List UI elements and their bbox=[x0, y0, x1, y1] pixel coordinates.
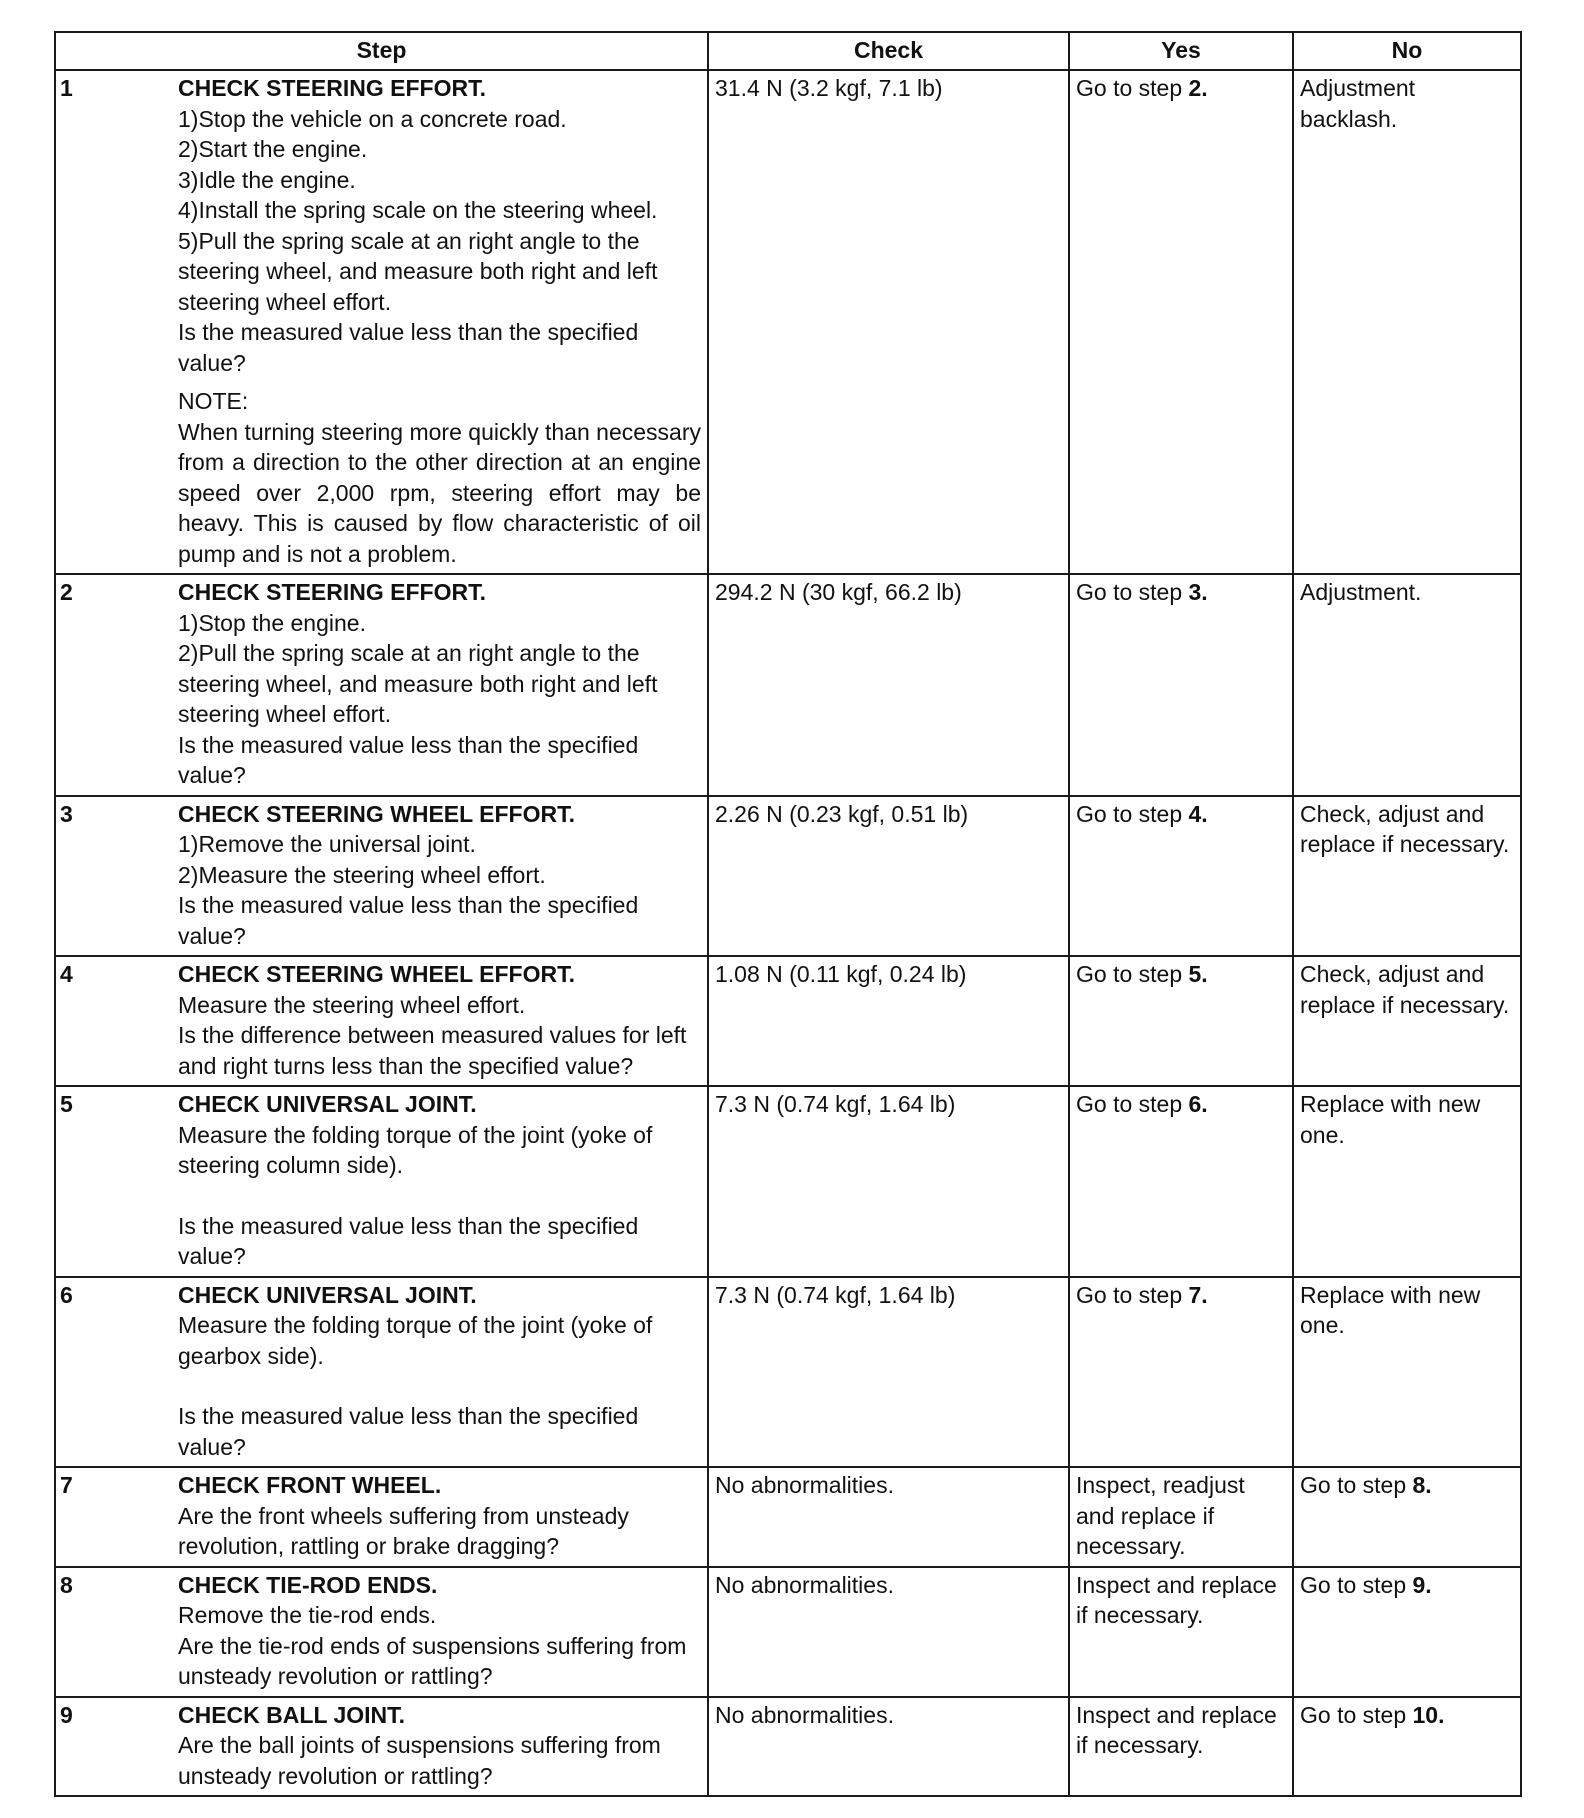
no-action bbox=[1293, 796, 1521, 957]
step-instruction: Is the measured value less than the specified value? bbox=[178, 1403, 639, 1460]
yes-action-text: Go to step bbox=[1076, 1091, 1189, 1117]
step-description bbox=[178, 1467, 708, 1567]
no-action bbox=[1293, 956, 1521, 1086]
header-no: No bbox=[1293, 32, 1521, 70]
step-instruction: Measure the steering wheel effort. bbox=[178, 991, 526, 1018]
yes-action-text: Go to step bbox=[1076, 579, 1189, 605]
table-row bbox=[55, 1697, 1521, 1797]
check-value: 2.26 N (0.23 kgf, 0.51 lb) bbox=[708, 796, 1069, 957]
yes-action bbox=[1069, 1086, 1293, 1277]
yes-action-text: Go to step bbox=[1076, 961, 1189, 987]
yes-action bbox=[1069, 574, 1293, 796]
yes-target-step: 5. bbox=[1188, 961, 1208, 987]
no-target-step: 9. bbox=[1412, 1571, 1432, 1598]
step-instruction: Measure the folding torque of the joint (yoke of gearbox side). bbox=[178, 1312, 653, 1369]
blank-line bbox=[178, 1371, 701, 1401]
yes-action-text: Go to step bbox=[1076, 1281, 1189, 1308]
step-instruction: Measure the folding torque of the joint (yoke of steering column side). bbox=[178, 1121, 653, 1178]
yes-action bbox=[1069, 1467, 1293, 1567]
step-title: CHECK STEERING WHEEL EFFORT. bbox=[178, 961, 575, 987]
no-action-text: Check, adjust and replace if necessary. bbox=[1300, 961, 1510, 1018]
step-description bbox=[178, 1567, 708, 1697]
table-row bbox=[55, 70, 1521, 574]
no-action-text: Go to step bbox=[1300, 1701, 1413, 1728]
step-instruction: Is the measured value less than the specified value? bbox=[178, 1212, 639, 1269]
check-value: No abnormalities. bbox=[708, 1567, 1069, 1697]
table-row bbox=[55, 1467, 1521, 1567]
step-title: CHECK UNIVERSAL JOINT. bbox=[178, 1091, 477, 1117]
no-action bbox=[1293, 70, 1521, 574]
yes-action bbox=[1069, 70, 1293, 574]
table-row bbox=[55, 574, 1521, 796]
check-value: No abnormalities. bbox=[708, 1697, 1069, 1797]
no-action-text: Go to step bbox=[1300, 1571, 1413, 1598]
table-body bbox=[55, 70, 1521, 1796]
check-value: 7.3 N (0.74 kgf, 1.64 lb) bbox=[708, 1086, 1069, 1277]
step-description bbox=[178, 70, 708, 574]
header-step: Step bbox=[55, 32, 708, 70]
step-number: 2 bbox=[55, 574, 178, 796]
step-number: 1 bbox=[55, 70, 178, 574]
step-instruction: Are the ball joints of suspensions suffering from unsteady revolution or rattling? bbox=[178, 1732, 661, 1789]
yes-action bbox=[1069, 1697, 1293, 1797]
yes-action-text: Inspect, readjust and replace if necessary. bbox=[1076, 1472, 1245, 1559]
step-instruction: Are the tie-rod ends of suspensions suffering from unsteady revolution or rattling? bbox=[178, 1632, 687, 1689]
yes-action-text: Go to step bbox=[1076, 75, 1189, 101]
yes-action-text: Inspect and replace if necessary. bbox=[1076, 1701, 1277, 1758]
check-value: No abnormalities. bbox=[708, 1467, 1069, 1567]
step-title: CHECK BALL JOINT. bbox=[178, 1701, 406, 1728]
yes-action bbox=[1069, 1567, 1293, 1697]
no-action-text: Go to step bbox=[1300, 1472, 1413, 1498]
no-action bbox=[1293, 1467, 1521, 1567]
step-number: 6 bbox=[55, 1277, 178, 1468]
step-title: CHECK STEERING EFFORT. bbox=[178, 579, 486, 605]
step-instruction: 1)Remove the universal joint. bbox=[178, 831, 476, 857]
step-number: 4 bbox=[55, 956, 178, 1086]
table-row bbox=[55, 796, 1521, 957]
no-action-text: Replace with new one. bbox=[1300, 1281, 1481, 1338]
note-label: NOTE: bbox=[178, 388, 249, 414]
no-action bbox=[1293, 574, 1521, 796]
step-instruction: Is the measured value less than the specified value? bbox=[178, 892, 639, 949]
yes-action bbox=[1069, 956, 1293, 1086]
check-value: 31.4 N (3.2 kgf, 7.1 lb) bbox=[708, 70, 1069, 574]
step-description bbox=[178, 574, 708, 796]
step-instruction: 2)Pull the spring scale at an right angle to the steering wheel, and measure both right and left steering wheel effort. bbox=[178, 640, 658, 727]
step-title: CHECK TIE-ROD ENDS. bbox=[178, 1571, 438, 1598]
step-description bbox=[178, 1086, 708, 1277]
no-action-text: Adjustment. bbox=[1300, 579, 1422, 605]
step-instruction: 1)Stop the vehicle on a concrete road. bbox=[178, 105, 567, 132]
table-row bbox=[55, 1277, 1521, 1468]
note-text: When turning steering more quickly than necessary from a direction to the other direction at an engine speed over 2,000 rpm, steering effort may be heavy. This is caused by flow characteristic of oil pump and is not a problem. bbox=[178, 418, 701, 567]
no-action-text: Adjustment backlash. bbox=[1300, 75, 1416, 132]
table-row bbox=[55, 956, 1521, 1086]
step-instruction: Is the difference between measured values for left and right turns less than the specified value? bbox=[178, 1022, 687, 1079]
yes-target-step: 7. bbox=[1188, 1281, 1208, 1308]
header-yes: Yes bbox=[1069, 32, 1293, 70]
yes-target-step: 6. bbox=[1188, 1091, 1208, 1117]
step-instruction: Are the front wheels suffering from unsteady revolution, rattling or brake dragging? bbox=[178, 1502, 629, 1559]
step-number: 5 bbox=[55, 1086, 178, 1277]
step-title: CHECK UNIVERSAL JOINT. bbox=[178, 1281, 477, 1308]
diagnostic-table bbox=[54, 31, 1522, 1797]
step-number: 8 bbox=[55, 1567, 178, 1697]
step-title: CHECK STEERING EFFORT. bbox=[178, 75, 486, 101]
step-title: CHECK STEERING WHEEL EFFORT. bbox=[178, 800, 575, 827]
yes-target-step: 2. bbox=[1188, 75, 1208, 101]
step-title: CHECK FRONT WHEEL. bbox=[178, 1472, 442, 1498]
step-instruction: 2)Measure the steering wheel effort. bbox=[178, 861, 546, 888]
table-header-row bbox=[55, 32, 1521, 70]
step-instruction: 3)Idle the engine. bbox=[178, 166, 356, 193]
no-action-text: Replace with new one. bbox=[1300, 1091, 1481, 1148]
step-instruction: 4)Install the spring scale on the steering wheel. bbox=[178, 197, 658, 223]
yes-action bbox=[1069, 1277, 1293, 1468]
check-value: 7.3 N (0.74 kgf, 1.64 lb) bbox=[708, 1277, 1069, 1468]
no-target-step: 8. bbox=[1412, 1472, 1432, 1498]
step-description bbox=[178, 796, 708, 957]
step-number: 9 bbox=[55, 1697, 178, 1797]
yes-target-step: 4. bbox=[1188, 800, 1208, 827]
check-value: 294.2 N (30 kgf, 66.2 lb) bbox=[708, 574, 1069, 796]
step-description bbox=[178, 1277, 708, 1468]
step-number: 7 bbox=[55, 1467, 178, 1567]
step-instruction: Remove the tie-rod ends. bbox=[178, 1602, 437, 1628]
no-action bbox=[1293, 1697, 1521, 1797]
yes-target-step: 3. bbox=[1188, 579, 1208, 605]
blank-line bbox=[178, 1181, 701, 1211]
no-target-step: 10. bbox=[1412, 1701, 1445, 1728]
no-action-text: Check, adjust and replace if necessary. bbox=[1300, 800, 1510, 857]
no-action bbox=[1293, 1277, 1521, 1468]
step-instruction: 5)Pull the spring scale at an right angle to the steering wheel, and measure both right and left steering wheel effort. bbox=[178, 227, 658, 315]
troubleshooting-sheet bbox=[54, 31, 1520, 1797]
step-description bbox=[178, 956, 708, 1086]
table-row bbox=[55, 1567, 1521, 1697]
step-number: 3 bbox=[55, 796, 178, 957]
check-value: 1.08 N (0.11 kgf, 0.24 lb) bbox=[708, 956, 1069, 1086]
step-instruction: Is the measured value less than the specified value? bbox=[178, 319, 639, 376]
yes-action bbox=[1069, 796, 1293, 957]
step-description bbox=[178, 1697, 708, 1797]
step-instruction: Is the measured value less than the specified value? bbox=[178, 731, 639, 788]
step-instruction: 1)Stop the engine. bbox=[178, 609, 366, 636]
no-action bbox=[1293, 1086, 1521, 1277]
no-action bbox=[1293, 1567, 1521, 1697]
yes-action-text: Inspect and replace if necessary. bbox=[1076, 1571, 1277, 1628]
header-check: Check bbox=[708, 32, 1069, 70]
yes-action-text: Go to step bbox=[1076, 800, 1189, 827]
table-row bbox=[55, 1086, 1521, 1277]
step-instruction: 2)Start the engine. bbox=[178, 136, 368, 162]
